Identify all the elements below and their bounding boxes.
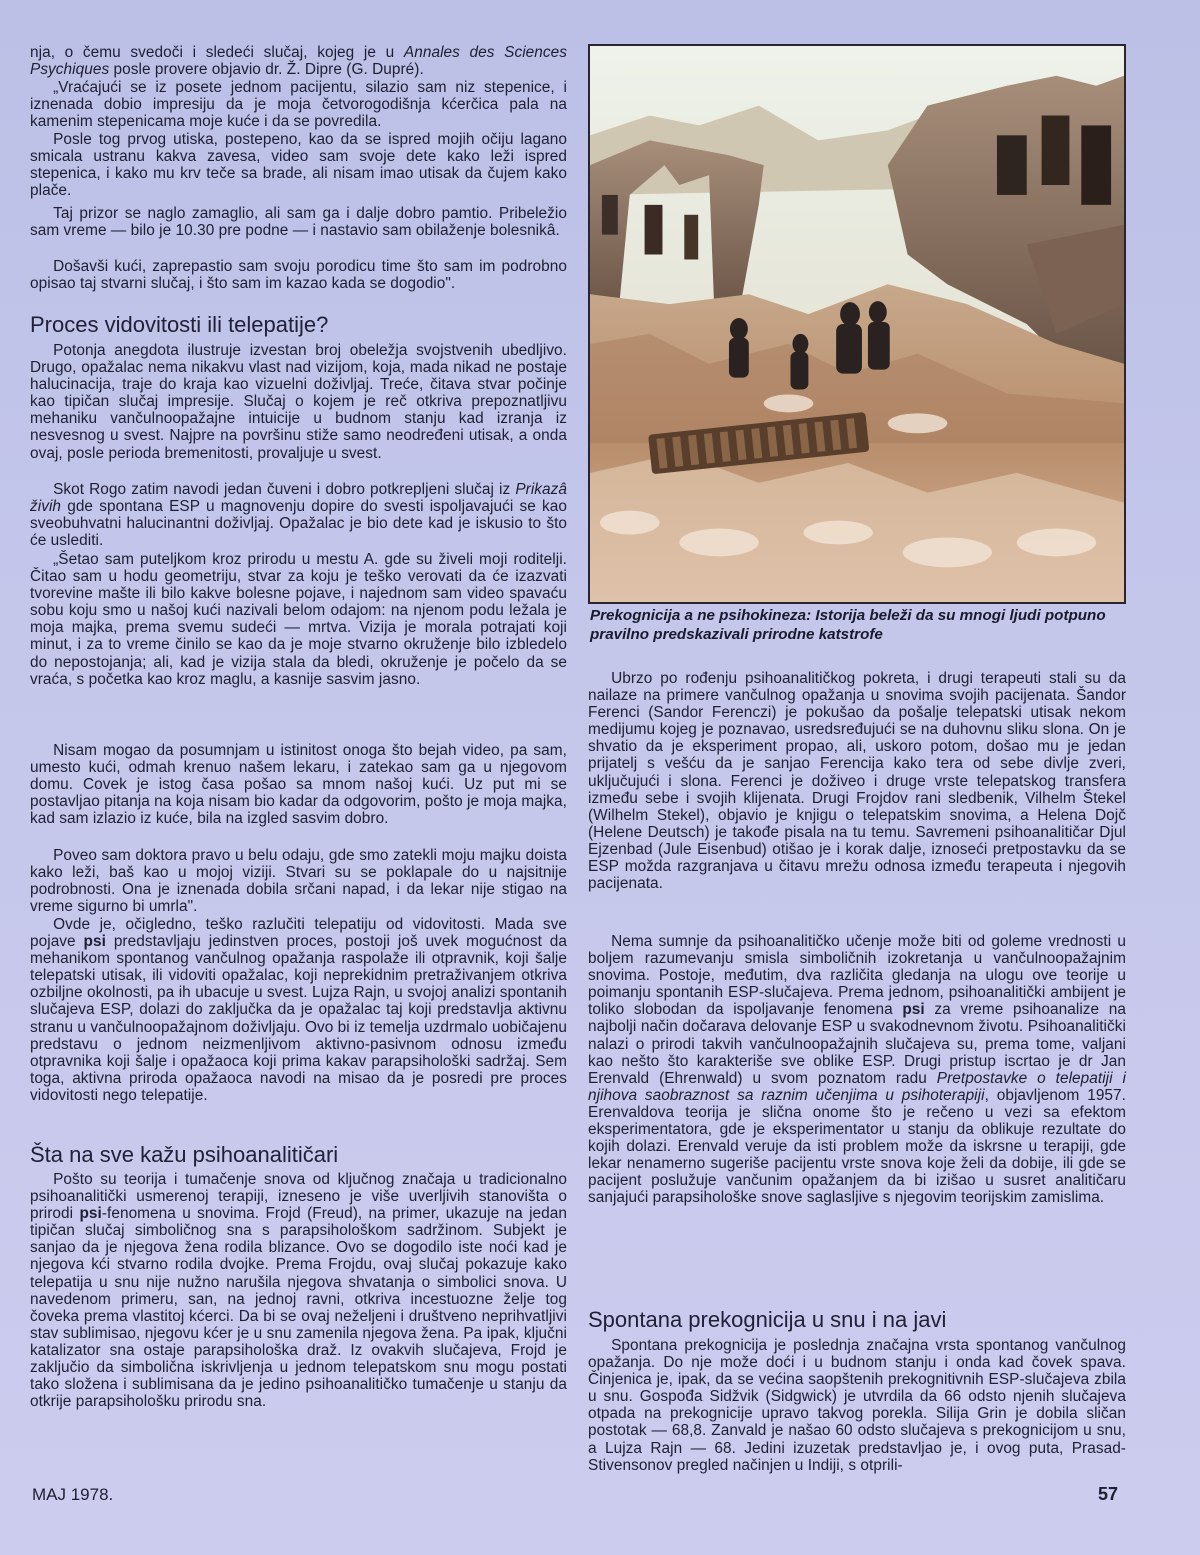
paragraph: Spontana prekognicija je poslednja značajna vrsta spontanog vančulnog opažanja. Do nje može doći i u budnom stanju i onda kad čovek spava. Činjenica je, ipak, da se većina saopštenih prekognitivnih ESP-slučajeva zbila u snu. Gospođa Sidžvik (Sidgwick) je utvrdila da 66 odsto njenih slučajeva otpada na prekognicije upravo takvog porekla. Silija Grin je dobila sličan postotak — 68,8. Zanvald je našao 60 odsto slučajeva s prekognicijom u snu, a Lujza Rajn — 68. Jedini izuzetak predstavljao je, i ovog puta, Prasad-Stivensonov pregled načinjen u Indiji, s otprili- [588, 1337, 1126, 1474]
paragraph: Ovde je, očigledno, teško razlučiti telepatiju od vidovitosti. Mada sve pojave psi predstavljaju jedinstven proces, postoji još uvek mogućnost da mehanikom spontanog vančulnog opažanja raspolaže ili otpravnik, koji šalje telepatski utisak, ili vidoviti opažalac, koji neprekidnim pretraživanjem otkriva ozbiljne okolnosti, pa ih ubacuje u svest. Lujza Rajn, u svojoj analizi spontanih slučajeva ESP, dolazi do zaključka da je opažalac taj koji predstavlja aktivnu stranu u vančulnoopažajnom doživljaju. Ovo bi iz temelja uzdrmalo uobičajenu predstavu o jednom neizmenljivom aktivno-pasivnom odnosu između otpravnika koji šalje i opažaoca koji prima kakav parapsihološki sadržaj. Sem toga, aktivna priroda opažaoca navodi na misao da je posredi pre proces vidovitosti nego telepatije. [30, 916, 567, 1104]
paragraph: „Šetao sam puteljkom kroz prirodu u mestu A. gde su živeli moji roditelji. Čitao sam u hodu geometriju, stvar za koju je teško verovati da će izazvati tvorevine mašte ili bilo kakve bolesne pojave, i najednom sam video spavaću sobu koju smo u našoj kući nazivali belom odajom: na njenom podu ležala je moja majka, prema svemu sudeći — mrtva. Vizija je morala potrajati koji minut, i za to vreme činilo se kao da je moje stvarno okruženje bilo izbledelo do nepostojanja; ali, kad je vizija stala da bledi, okruženje je počelo da se vraća, s početka kao kroz maglu, a kasnije sasvim jasno. [30, 551, 567, 688]
paragraph: Poveo sam doktora pravo u belu odaju, gde smo zatekli moju majku doista kako leži, baš kao u mojoj viziji. Stvari su se poklapale do u najsitnije podrobnosti. Ona je iznenada dobila srčani napad, i da lekar nije stigao na vreme sigurno bi umrla". [30, 847, 567, 916]
section-heading: Spontana prekognicija u snu i na javi [588, 1307, 947, 1332]
paragraph: Potonja anegdota ilustruje izvestan broj obeležja svojstvenih ubedljivo. Drugo, opažalac nema nikakvu vlast nad vizijom, koja, mada nikad ne postaje halucinacija, traje do kraja kao vizuelni doživljaj. Treće, čitava stvar počinje kao tipičan slučaj impresije. Slučaj o kojem je reč otkriva prepoznatljivu mehaniku vančulnoopažajne intuicije u budnom stanju kad izranja iz nesvesnog u svest. Najpre na površinu stiže samo neodređeni utisak, a onda ovaj, posle perioda bremenitosti, provaljuje u svest. [30, 342, 567, 462]
issue-date: MAJ 1978. [32, 1485, 114, 1504]
paragraph: Nisam mogao da posumnjam u istinitost onoga što bejah video, pa sam, umesto kući, odmah krenuo našem lekaru, i zatekao sam ga u njegovom domu. Covek je istog časa pošao sa mnom našoj kući. Uz put mi se postavljao pitanja na koja nisam bio kadar da odgovorim, pošto je moja majka, kad sam izlazio iz kuće, bila na izgled sasvim dobro. [30, 742, 567, 828]
section-heading: Proces vidovitosti ili telepatije? [30, 312, 329, 337]
paragraph: Došavši kući, zaprepastio sam svoju porodicu time što sam im podrobno opisao taj stvarni slučaj, i što sam im kazao kada se dogodio". [30, 258, 567, 293]
psi-term: psi [79, 1205, 102, 1223]
psi-term: psi [83, 933, 106, 951]
psi-term: psi [902, 1001, 925, 1019]
paragraph: Skot Rogo zatim navodi jedan čuveni i dobro potkrepljeni slučaj iz Prikazâ živih gde spontana ESP u magnovenju dopire do svesti ispoljavajući se kao sveobuhvatni halucinantni doživljaj. Opažalac je bio dete kad je iskusio to što će uslediti. [30, 481, 567, 550]
work-title: Pretpostavke o telepatiji i njihova saobraznost sa raznim učenjima u psihoterapiji [588, 1069, 1126, 1104]
paragraph: Posle tog prvog utiska, postepeno, kao da se ispred mojih očiju lagano smicala ustranu kakva zavesa, video sam svoje dete kako leži ispred stepenica, i kako mu krv teče sa brade, ali nisam imao utisak da čujem kako plače. [30, 131, 567, 200]
page-number: 57 [1098, 1484, 1119, 1504]
paragraph: nja, o čemu svedoči i sledeći slučaj, kojeg je u Annales des Sciences Psychiques posle provere objavio dr. Ž. Dipre (G. Dupré). [30, 44, 568, 79]
paragraph: Taj prizor se naglo zamaglio, ali sam ga i dalje dobro pamtio. Pribeležio sam vreme — bilo je 10.30 pre podne — i nastavio sam obilaženje bolesnikâ. [30, 205, 567, 240]
paragraph: „Vraćajući se iz posete jednom pacijentu, silazio sam niz stepenice, i iznenada dobio impresiju da je moja četvorogodišnja kćerčica pala na kamenim stepenicama moje kuće i da se povredila. [30, 79, 567, 131]
paragraph: Nema sumnje da psihoanalitičko učenje može biti od goleme vrednosti u boljem razumevanju smisla simboličnih izokretanja u vančulnoopažajnim snovima. Postoje, međutim, dva različita gledanja na ulogu ove teorije u poimanju spontanih ESP-slučajeva. Prema jednom, psihoanalitički ambijent je toliko slobodan da ispoljavanje fenomena psi za vreme psihoanalize na najbolji način dočarava delovanje ESP u svakodnevnom životu. Psihoanalitički nalazi o prirodi takvih vančulnoopažajnih slučajeva su, prema tome, valjani kao nešto što karakteriše sve oblike ESP. Drugi pristup iscrtao je dr Jan Erenvald (Ehrenwald) u svom poznatom radu Pretpostavke o telepatiji i njihova saobraznost sa raznim učenjima u psihoterapiji, objavljenom 1957. Erenvaldova teorija je slična onome što je rečeno u vezi sa efektom eksperimentatora, gde je eksperimentator u stanju da oblikuje rezultate do kojih dolazi. Erenvald veruje da isti problem može da iskrsne u terapiji, gde lekar nenamerno sugeriše pacijentu vrste snova koje želi da dobije, ili gde se pacijent poslužuje vančunim opažanjem da bi izišao u susret analitičaru sanjajući parapsihološke snove saglasljive s njegovim teorijskim zamislima. [588, 933, 1126, 1207]
ruins-illustration [590, 46, 1124, 602]
photo-caption: Prekognicija a ne psihokineza: Istorija beleži da su mnogi ljudi potpuno pravilno predskazivali prirodne katstrofe [590, 607, 1106, 643]
paragraph: Ubrzo po rođenju psihoanalitičkog pokreta, i drugi terapeuti stali su da nailaze na primere vančulnog opažanja u snovima svojih pacijenata. Šandor Ferenci (Sandor Ferenczi) je pokušao da pošalje telepatski utisak nekom medijumu kojeg je poznavao, usredsređujući se na duhovnu sliku slona. On je shvatio da je eksperiment propao, ali, uskoro potom, došao mu je jedan prijatelj s vešću da je sanjao Ferencija kako tera od sebe divlje zveri, uključujući i slona. Ferenci je doživeo i druge vrste telepatskog transfera između sebe i svojih klijenata. Drugi Frojdov rani sledbenik, Vilhelm Štekel (Wilhelm Stekel), objavio je knjigu o telepatskim snovima, a Helena Dojč (Helene Deutsch) je takođe pisala na tu temu. Savremeni psihoanalitičar Djul Ejzenbad (Jule Eisenbud) otišao je i korak dalje, iznoseći pretpostavku da se ESP možda razgranjava u čitavu mrežu odnosa između terapeuta i njegovih pacijenata. [588, 670, 1126, 893]
paragraph: Pošto su teorija i tumačenje snova od ključnog značaja u tradicionalno psihoanalitički usmerenoj terapiji, izneseno je više uverljivih stanovišta o prirodi psi-fenomena u snovima. Frojd (Freud), na primer, ukazuje na jedan tipičan slučaj simboličnog sna s parapsihološkom sadržinom. Subjekt je sanjao da je njegova žena rodila blizance. Ovo se dogodilo iste noći kad je njegova kći stvarno rodila dvojke. Prema Frojdu, ovaj slučaj pokazuje kako telepatija u snu nije nužno narušila njegova shvatanja o simbolici snova. U navedenom primeru, san, na jednoj ravni, otkriva incestuozne želje tog čoveka prema vlastitoj kćerci. Da bi se ovaj neželjeni i društveno neprihvatljivi stav sublimisao, njegovu kćer je u snu zamenila njegova žena. Pa ipak, ključni katalizator sna ostaje parapsihološka draž. Iz ovakvih slučajeva, Frojd je zaključio da simbolična iskrivljenja u jednom telepatskom snu mogu postati tako složena i sublimisana da je jedino psihoanalitičko tumačenje u stanju da otkrije parapsihološku prirodu sna. [30, 1171, 567, 1411]
book-title: Prikazâ živih [30, 481, 567, 516]
journal-title: Annales des Sciences Psychiques [30, 44, 568, 79]
section-heading: Šta na sve kažu psihoanalitičari [30, 1142, 339, 1167]
earthquake-ruins-photo [588, 44, 1126, 604]
